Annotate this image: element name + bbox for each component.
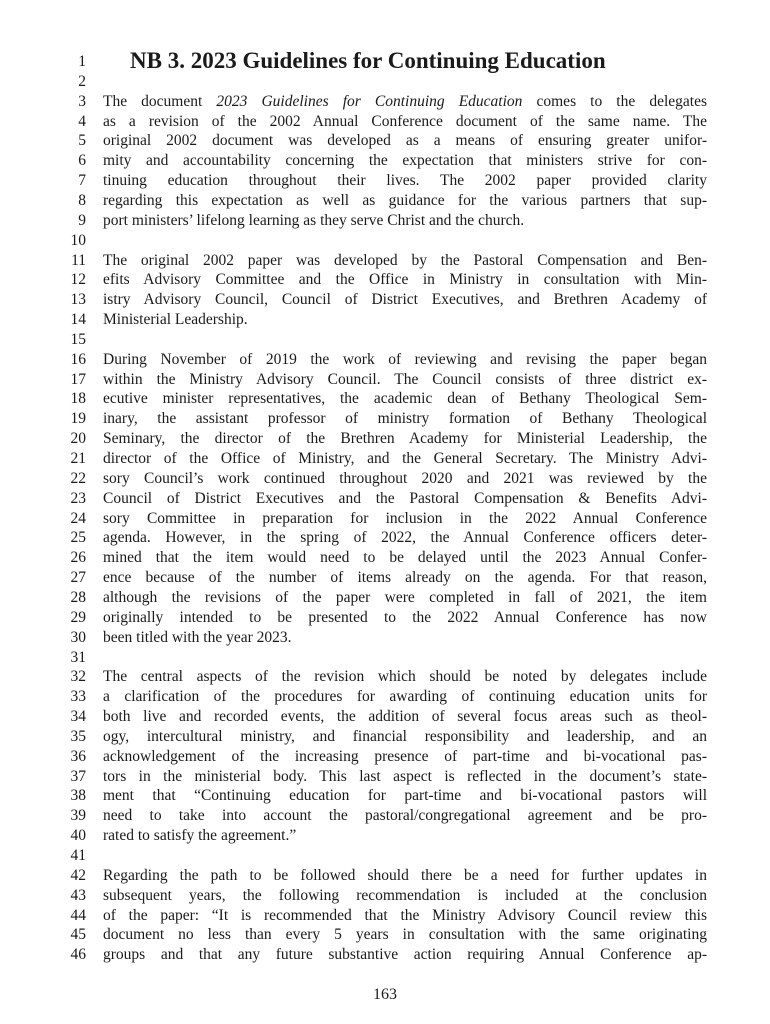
line-number: 14 — [70, 311, 86, 329]
text-line — [0, 588, 770, 608]
text-line — [0, 429, 770, 449]
text-line — [0, 489, 770, 509]
text-line — [0, 92, 770, 112]
line-number: 31 — [70, 648, 86, 666]
line-number: 42 — [70, 866, 86, 884]
line-number: 1 — [78, 53, 86, 70]
line-number: 23 — [70, 489, 86, 507]
line-text: sory Council’s work continued throughout 2020 and 2021 was reviewed by the — [103, 469, 707, 487]
text-line — [0, 389, 770, 409]
line-text: mity and accountability concerning the expectation that ministers strive for con- — [103, 152, 707, 170]
text-line — [0, 866, 770, 886]
line-text: a clarification of the procedures for awarding of continuing education units for — [103, 688, 707, 706]
line-number: 44 — [70, 906, 86, 924]
line-text: although the revisions of the paper were completed in fall of 2021, the item — [103, 588, 707, 606]
line-text: mined that the item would need to be delayed until the 2023 Annual Confer- — [103, 549, 707, 567]
text-line — [0, 786, 770, 806]
line-number: 33 — [70, 688, 86, 706]
text-line — [0, 727, 770, 747]
line-number: 25 — [70, 529, 86, 547]
line-text: istry Advisory Council, Council of District Executives, and Brethren Academy of — [103, 291, 707, 309]
text-line — [0, 608, 770, 628]
line-number: 7 — [78, 172, 86, 190]
line-text: Council of District Executives and the Pastoral Compensation & Benefits Advi- — [103, 489, 707, 507]
line-text: both live and recorded events, the addition of several focus areas such as theol- — [103, 708, 707, 726]
text-line — [0, 509, 770, 529]
line-number: 36 — [70, 747, 86, 765]
text-line — [0, 925, 770, 945]
text-line — [0, 231, 770, 251]
text-line — [0, 171, 770, 191]
line-number: 32 — [70, 668, 86, 686]
line-number: 19 — [70, 410, 86, 428]
text-line — [0, 667, 770, 687]
text-line — [0, 628, 770, 648]
line-text: acknowledgement of the increasing presence of part-time and bi-vocational pas- — [103, 747, 707, 765]
text-line — [0, 687, 770, 707]
line-number: 37 — [70, 767, 86, 785]
text-line — [0, 350, 770, 370]
line-number: 8 — [78, 191, 86, 209]
text-line — [0, 806, 770, 826]
text-line — [0, 270, 770, 290]
line-text: director of the Office of Ministry, and the General Secretary. The Ministry Advi- — [103, 450, 707, 467]
text-line — [0, 846, 770, 866]
line-number: 45 — [70, 926, 86, 944]
text-line — [0, 568, 770, 588]
line-text: ecutive minister representatives, the academic dean of Bethany Theological Sem- — [103, 390, 707, 408]
line-number: 40 — [70, 827, 86, 845]
line-number: 5 — [78, 132, 86, 150]
text-line — [0, 469, 770, 489]
line-number: 4 — [78, 112, 86, 130]
line-number: 46 — [70, 946, 86, 964]
text-line — [0, 52, 770, 72]
line-number: 15 — [70, 330, 86, 348]
line-number: 34 — [70, 708, 86, 726]
line-text: The document 2023 Guidelines for Continuing Education comes to the delegates — [103, 92, 707, 110]
line-number: 2 — [78, 72, 86, 90]
text-line — [0, 648, 770, 668]
line-text: rated to satisfy the agreement.” — [103, 827, 297, 845]
line-text: The central aspects of the revision which should be noted by delegates include — [103, 668, 707, 686]
line-text: Ministerial Leadership. — [103, 311, 248, 329]
text-line — [0, 906, 770, 926]
line-text: originally intended to be presented to the 2022 Annual Conference has now — [103, 608, 707, 626]
line-number: 12 — [70, 271, 86, 289]
line-number: 16 — [70, 350, 86, 368]
line-number: 27 — [70, 569, 86, 587]
line-text: ogy, intercultural ministry, and financial responsibility and leadership, and an — [103, 727, 707, 745]
line-number: 41 — [70, 847, 86, 864]
page-title: NB 3. 2023 Guidelines for Continuing Education — [130, 48, 606, 73]
text-line — [0, 151, 770, 171]
line-number: 11 — [71, 251, 86, 269]
line-text: tors in the ministerial body. This last aspect is reflected in the document’s state- — [103, 767, 707, 785]
line-text: agenda. However, in the spring of 2022, the Annual Conference officers deter- — [103, 529, 707, 547]
text-line — [0, 707, 770, 727]
text-line — [0, 211, 770, 231]
text-line — [0, 528, 770, 548]
line-number: 9 — [78, 211, 86, 229]
text-line — [0, 409, 770, 429]
text-line — [0, 945, 770, 965]
line-text: During November of 2019 the work of reviewing and revising the paper began — [103, 350, 707, 368]
line-number: 20 — [70, 430, 86, 448]
line-number: 43 — [70, 886, 86, 904]
line-text: The original 2002 paper was developed by the Pastoral Compensation and Ben- — [103, 251, 707, 269]
line-text: within the Ministry Advisory Council. The Council consists of three district ex- — [103, 370, 707, 388]
line-text: Seminary, the director of the Brethren Academy for Ministerial Leadership, the — [103, 430, 707, 448]
line-number: 6 — [78, 152, 86, 170]
line-text: sory Committee in preparation for inclusion in the 2022 Annual Conference — [103, 509, 707, 527]
text-line — [0, 112, 770, 132]
line-text: ment that “Continuing education for part-time and bi-vocational pastors will — [103, 787, 707, 805]
line-text: document no less than every 5 years in consultation with the same originating — [103, 926, 707, 944]
line-text: Regarding the path to be followed should there be a need for further updates in — [103, 866, 707, 884]
text-line — [0, 251, 770, 271]
line-number: 17 — [70, 370, 86, 388]
line-number: 26 — [70, 549, 86, 567]
text-line — [0, 747, 770, 767]
line-number: 35 — [70, 727, 86, 745]
text-line — [0, 767, 770, 787]
line-number: 30 — [70, 628, 86, 646]
text-line — [0, 330, 770, 350]
text-line — [0, 191, 770, 211]
line-text: inary, the assistant professor of ministry formation of Bethany Theological — [103, 410, 707, 428]
line-number: 38 — [70, 787, 86, 805]
line-number: 39 — [70, 807, 86, 825]
text-line — [0, 310, 770, 330]
line-text: as a revision of the 2002 Annual Conference document of the same name. The — [103, 112, 707, 130]
text-line — [0, 72, 770, 92]
line-text: subsequent years, the following recommendation is included at the conclusion — [103, 886, 707, 904]
line-text: regarding this expectation as well as guidance for the various partners that sup- — [103, 191, 707, 209]
text-line — [0, 548, 770, 568]
page-number: 163 — [373, 986, 397, 1003]
line-number: 13 — [70, 291, 86, 309]
text-line — [0, 131, 770, 151]
line-text: groups and that any future substantive action requiring Annual Conference ap- — [103, 946, 707, 964]
line-number: 18 — [70, 390, 86, 408]
line-number: 28 — [70, 588, 86, 606]
text-line — [0, 449, 770, 469]
text-line — [0, 826, 770, 846]
line-number: 29 — [70, 608, 86, 626]
line-number: 24 — [70, 509, 86, 527]
line-number: 10 — [70, 231, 86, 249]
line-text: need to take into account the pastoral/congregational agreement and be pro- — [103, 807, 707, 825]
line-text: of the paper: “It is recommended that the Ministry Advisory Council review this — [103, 906, 707, 924]
line-number: 21 — [70, 450, 86, 467]
line-number: 22 — [70, 469, 86, 487]
line-text: port ministers’ lifelong learning as they serve Christ and the church. — [103, 211, 525, 229]
line-text: original 2002 document was developed as a means of ensuring greater unifor- — [103, 132, 707, 150]
line-text: tinuing education throughout their lives. The 2002 paper provided clarity — [103, 172, 707, 190]
line-text: been titled with the year 2023. — [103, 628, 292, 646]
line-number: 3 — [78, 92, 86, 110]
text-line — [0, 370, 770, 390]
line-text: ence because of the number of items already on the agenda. For that reason, — [103, 569, 707, 587]
text-line — [0, 886, 770, 906]
line-text: efits Advisory Committee and the Office in Ministry in consultation with Min- — [103, 271, 707, 289]
text-line — [0, 290, 770, 310]
